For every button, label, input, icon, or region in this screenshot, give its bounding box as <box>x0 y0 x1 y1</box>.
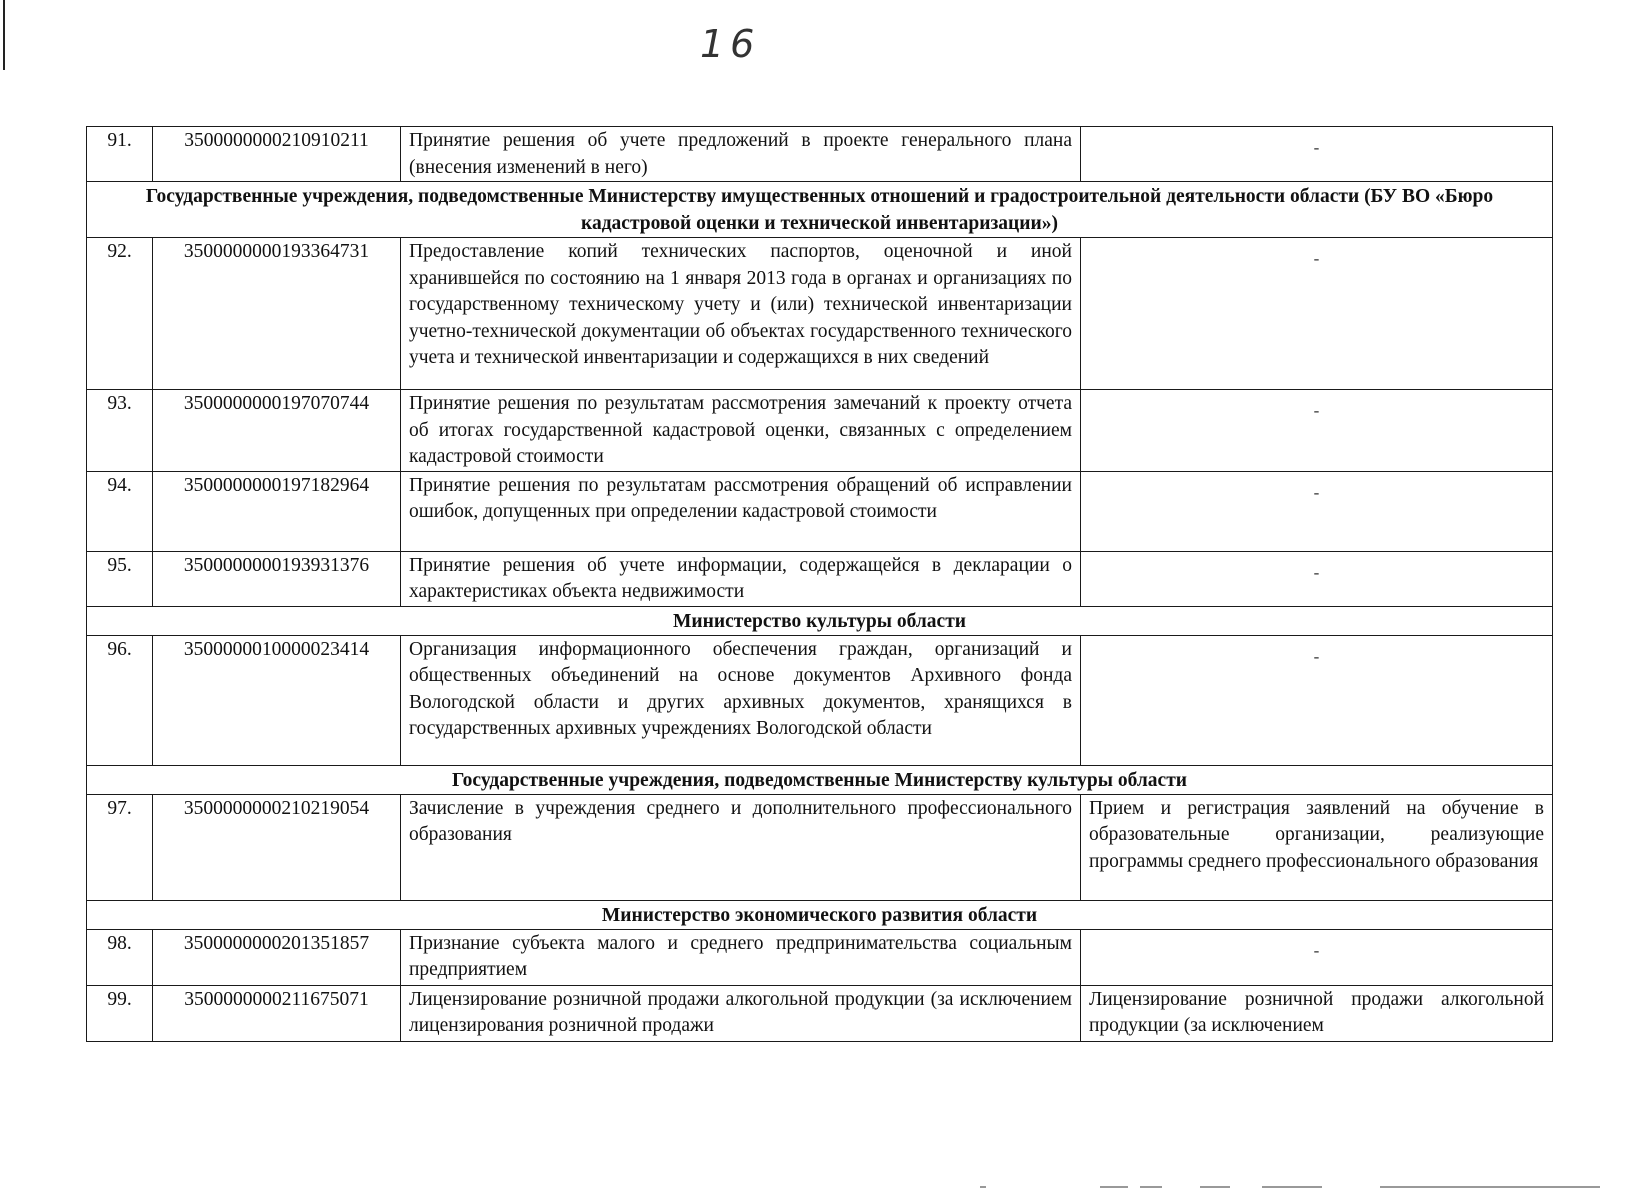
section-title: Министерство экономического развития области <box>87 900 1553 929</box>
section-row <box>87 606 1553 635</box>
table-row <box>87 471 1553 551</box>
service-name: Лицензирование розничной продажи алкогольной продукции (за исключением лицензирования розничной продажи <box>401 985 1081 1041</box>
service-name: Организация информационного обеспечения граждан, организаций и общественных объединений на основе документов Архивного фонда Вологодской области и других архивных документов, хранящихся в государственных архивных учреждениях Вологодской области <box>401 635 1081 765</box>
service-name: Принятие решения по результатам рассмотрения замечаний к проекту отчета об итогах государственной кадастровой оценки, связанных с определением кадастровой стоимости <box>401 390 1081 472</box>
row-number: 99. <box>87 985 153 1041</box>
related-service: - <box>1081 635 1553 765</box>
service-name: Принятие решения по результатам рассмотрения обращений об исправлении ошибок, допущенных при определении кадастровой стоимости <box>401 471 1081 551</box>
related-service: Лицензирование розничной продажи алкогольной продукции (за исключением <box>1081 985 1553 1041</box>
row-number: 97. <box>87 794 153 900</box>
related-service: - <box>1081 238 1553 390</box>
section-row <box>87 900 1553 929</box>
section-title: Министерство культуры области <box>87 606 1553 635</box>
service-name: Принятие решения об учете предложений в проекте генерального плана (внесения изменений в него) <box>401 127 1081 182</box>
section-row <box>87 182 1553 238</box>
service-code: 3500000000210219054 <box>153 794 401 900</box>
service-name: Предоставление копий технических паспортов, оценочной и иной хранившейся по состоянию на 1 января 2013 года в органах и организациях по государственному техническому учету и (или) технической инвентаризации учетно-технической документации об объектах государственного технического учета и технической инвентаризации и содержащихся в них сведений <box>401 238 1081 390</box>
service-name: Принятие решения об учете информации, содержащейся в декларации о характеристиках объекта недвижимости <box>401 551 1081 606</box>
section-row <box>87 765 1553 794</box>
section-title: Государственные учреждения, подведомственные Министерству культуры области <box>87 765 1553 794</box>
service-code: 3500000000210910211 <box>153 127 401 182</box>
table-row <box>87 794 1553 900</box>
service-code: 3500000000197070744 <box>153 390 401 472</box>
row-number: 98. <box>87 929 153 985</box>
related-service: - <box>1081 929 1553 985</box>
page-number: 16 <box>700 22 761 66</box>
related-service: - <box>1081 390 1553 472</box>
table-row <box>87 929 1553 985</box>
related-service: - <box>1081 127 1553 182</box>
scan-edge-mark <box>3 0 5 70</box>
service-code: 3500000000211675071 <box>153 985 401 1041</box>
table-row <box>87 985 1553 1041</box>
related-service: - <box>1081 471 1553 551</box>
section-title: Государственные учреждения, подведомственные Министерству имущественных отношений и градостроительной деятельности области (БУ ВО «Бюро кадастровой оценки и технической инвентаризации») <box>87 182 1553 238</box>
service-code: 3500000000201351857 <box>153 929 401 985</box>
service-name: Зачисление в учреждения среднего и дополнительного профессионального образования <box>401 794 1081 900</box>
row-number: 91. <box>87 127 153 182</box>
table-row <box>87 635 1553 765</box>
service-code: 3500000000193364731 <box>153 238 401 390</box>
row-number: 94. <box>87 471 153 551</box>
row-number: 93. <box>87 390 153 472</box>
table-row <box>87 238 1553 390</box>
scan-noise-marks <box>0 1186 1637 1190</box>
table-row <box>87 390 1553 472</box>
row-number: 95. <box>87 551 153 606</box>
related-service: - <box>1081 551 1553 606</box>
table-row <box>87 551 1553 606</box>
related-service: Прием и регистрация заявлений на обучение в образовательные организации, реализующие программы среднего профессионального образования <box>1081 794 1553 900</box>
row-number: 96. <box>87 635 153 765</box>
service-code: 3500000010000023414 <box>153 635 401 765</box>
table-row <box>87 127 1553 182</box>
services-table <box>86 126 1553 1042</box>
service-name: Признание субъекта малого и среднего предпринимательства социальным предприятием <box>401 929 1081 985</box>
row-number: 92. <box>87 238 153 390</box>
service-code: 3500000000193931376 <box>153 551 401 606</box>
service-code: 3500000000197182964 <box>153 471 401 551</box>
